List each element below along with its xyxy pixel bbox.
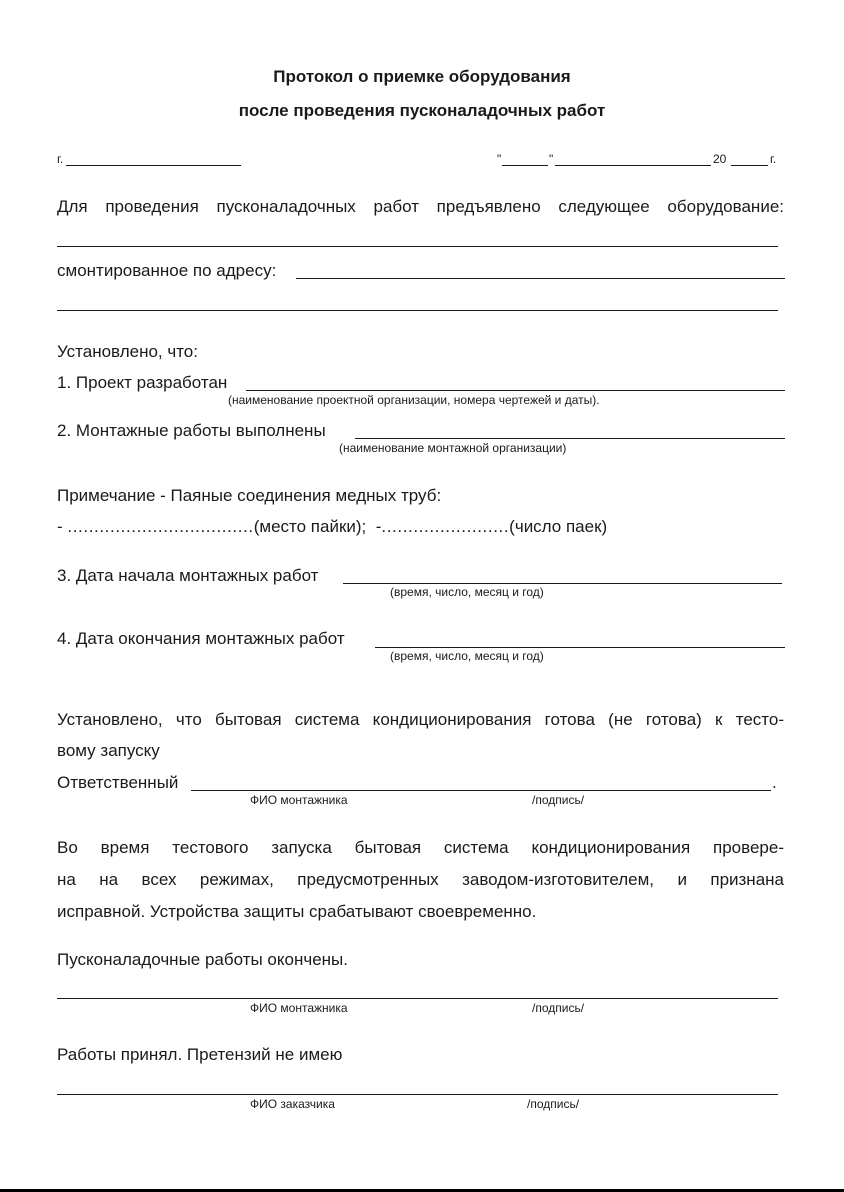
solder-place-label: (место пайки); [253, 517, 367, 536]
installation-field[interactable] [355, 438, 785, 439]
customer-fio-caption: ФИО заказчика [250, 1097, 335, 1111]
date-close-quote: " [549, 152, 554, 166]
test-line3: исправной. Устройства защиты срабатывают своевременно. [57, 902, 537, 921]
address-field[interactable] [296, 278, 785, 279]
equipment-field[interactable] [57, 246, 778, 247]
accepted-text: Работы принял. Претензий не имею [57, 1045, 343, 1064]
readiness-line1: Установлено, что бытовая система кондиционирования готова (не готова) к тесто- [57, 710, 784, 729]
year-field[interactable] [731, 165, 768, 166]
test-line2: на на всех режимах, предусмотренных заводом-изготовителем, и признана [57, 870, 784, 889]
test-line1: Во время тестового запуска бытовая система кондиционирования провере- [57, 838, 784, 857]
note-line1: Примечание - Паяные соединения медных труб: [57, 486, 442, 505]
customer-signature-field[interactable] [57, 1094, 778, 1095]
responsible-end: . [772, 773, 777, 792]
customer-sign-caption: /подпись/ [527, 1097, 580, 1111]
year-suffix: г. [770, 152, 777, 166]
installer-fio-caption: ФИО монтажника [250, 1001, 348, 1015]
completed-text: Пусконаладочные работы окончены. [57, 950, 348, 969]
address-label: смонтированное по адресу: [57, 261, 277, 280]
installation-caption: (наименование монтажной организации) [339, 441, 567, 455]
start-date-caption: (время, число, месяц и год) [390, 585, 544, 599]
end-date-label: 4. Дата окончания монтажных работ [57, 629, 345, 648]
equipment-intro: Для проведения пусконаладочных работ предъявлено следующее оборудование: [57, 197, 784, 216]
document-title-line1: Протокол о приемке оборудования [273, 67, 571, 86]
solder-count-label: (число паек) [509, 517, 608, 536]
project-caption: (наименование проектной организации, номера чертежей и даты). [228, 393, 600, 407]
city-field[interactable] [66, 165, 241, 166]
project-label: 1. Проект разработан [57, 373, 228, 392]
note-line2 [57, 517, 607, 537]
date-open-quote: " [497, 152, 502, 166]
address-field-2[interactable] [57, 310, 778, 311]
project-field[interactable] [246, 390, 785, 391]
installer-sign-caption: /подпись/ [532, 1001, 585, 1015]
responsible-field[interactable] [191, 790, 771, 791]
year-prefix: 20 [713, 152, 727, 166]
note-dash-2: - [375, 517, 382, 536]
city-prefix: г. [57, 152, 64, 166]
month-field[interactable] [555, 165, 711, 166]
responsible-label: Ответственный [57, 773, 179, 792]
day-field[interactable] [502, 165, 548, 166]
readiness-line2: вому запуску [57, 741, 160, 760]
start-date-label: 3. Дата начала монтажных работ [57, 566, 319, 585]
end-date-field[interactable] [375, 647, 785, 648]
installation-label: 2. Монтажные работы выполнены [57, 421, 326, 440]
responsible-fio-caption: ФИО монтажника [250, 793, 348, 807]
start-date-field[interactable] [343, 583, 782, 584]
solder-count-field[interactable]: ........................ [381, 517, 510, 536]
document-title-line2: после проведения пусконаладочных работ [238, 101, 606, 120]
end-date-caption: (время, число, месяц и год) [390, 649, 544, 663]
established-heading: Установлено, что: [57, 342, 198, 361]
note-dash-1: - [57, 517, 63, 536]
installer-signature-field[interactable] [57, 998, 778, 999]
solder-place-field[interactable]: ................................... [67, 517, 254, 536]
responsible-sign-caption: /подпись/ [532, 793, 585, 807]
